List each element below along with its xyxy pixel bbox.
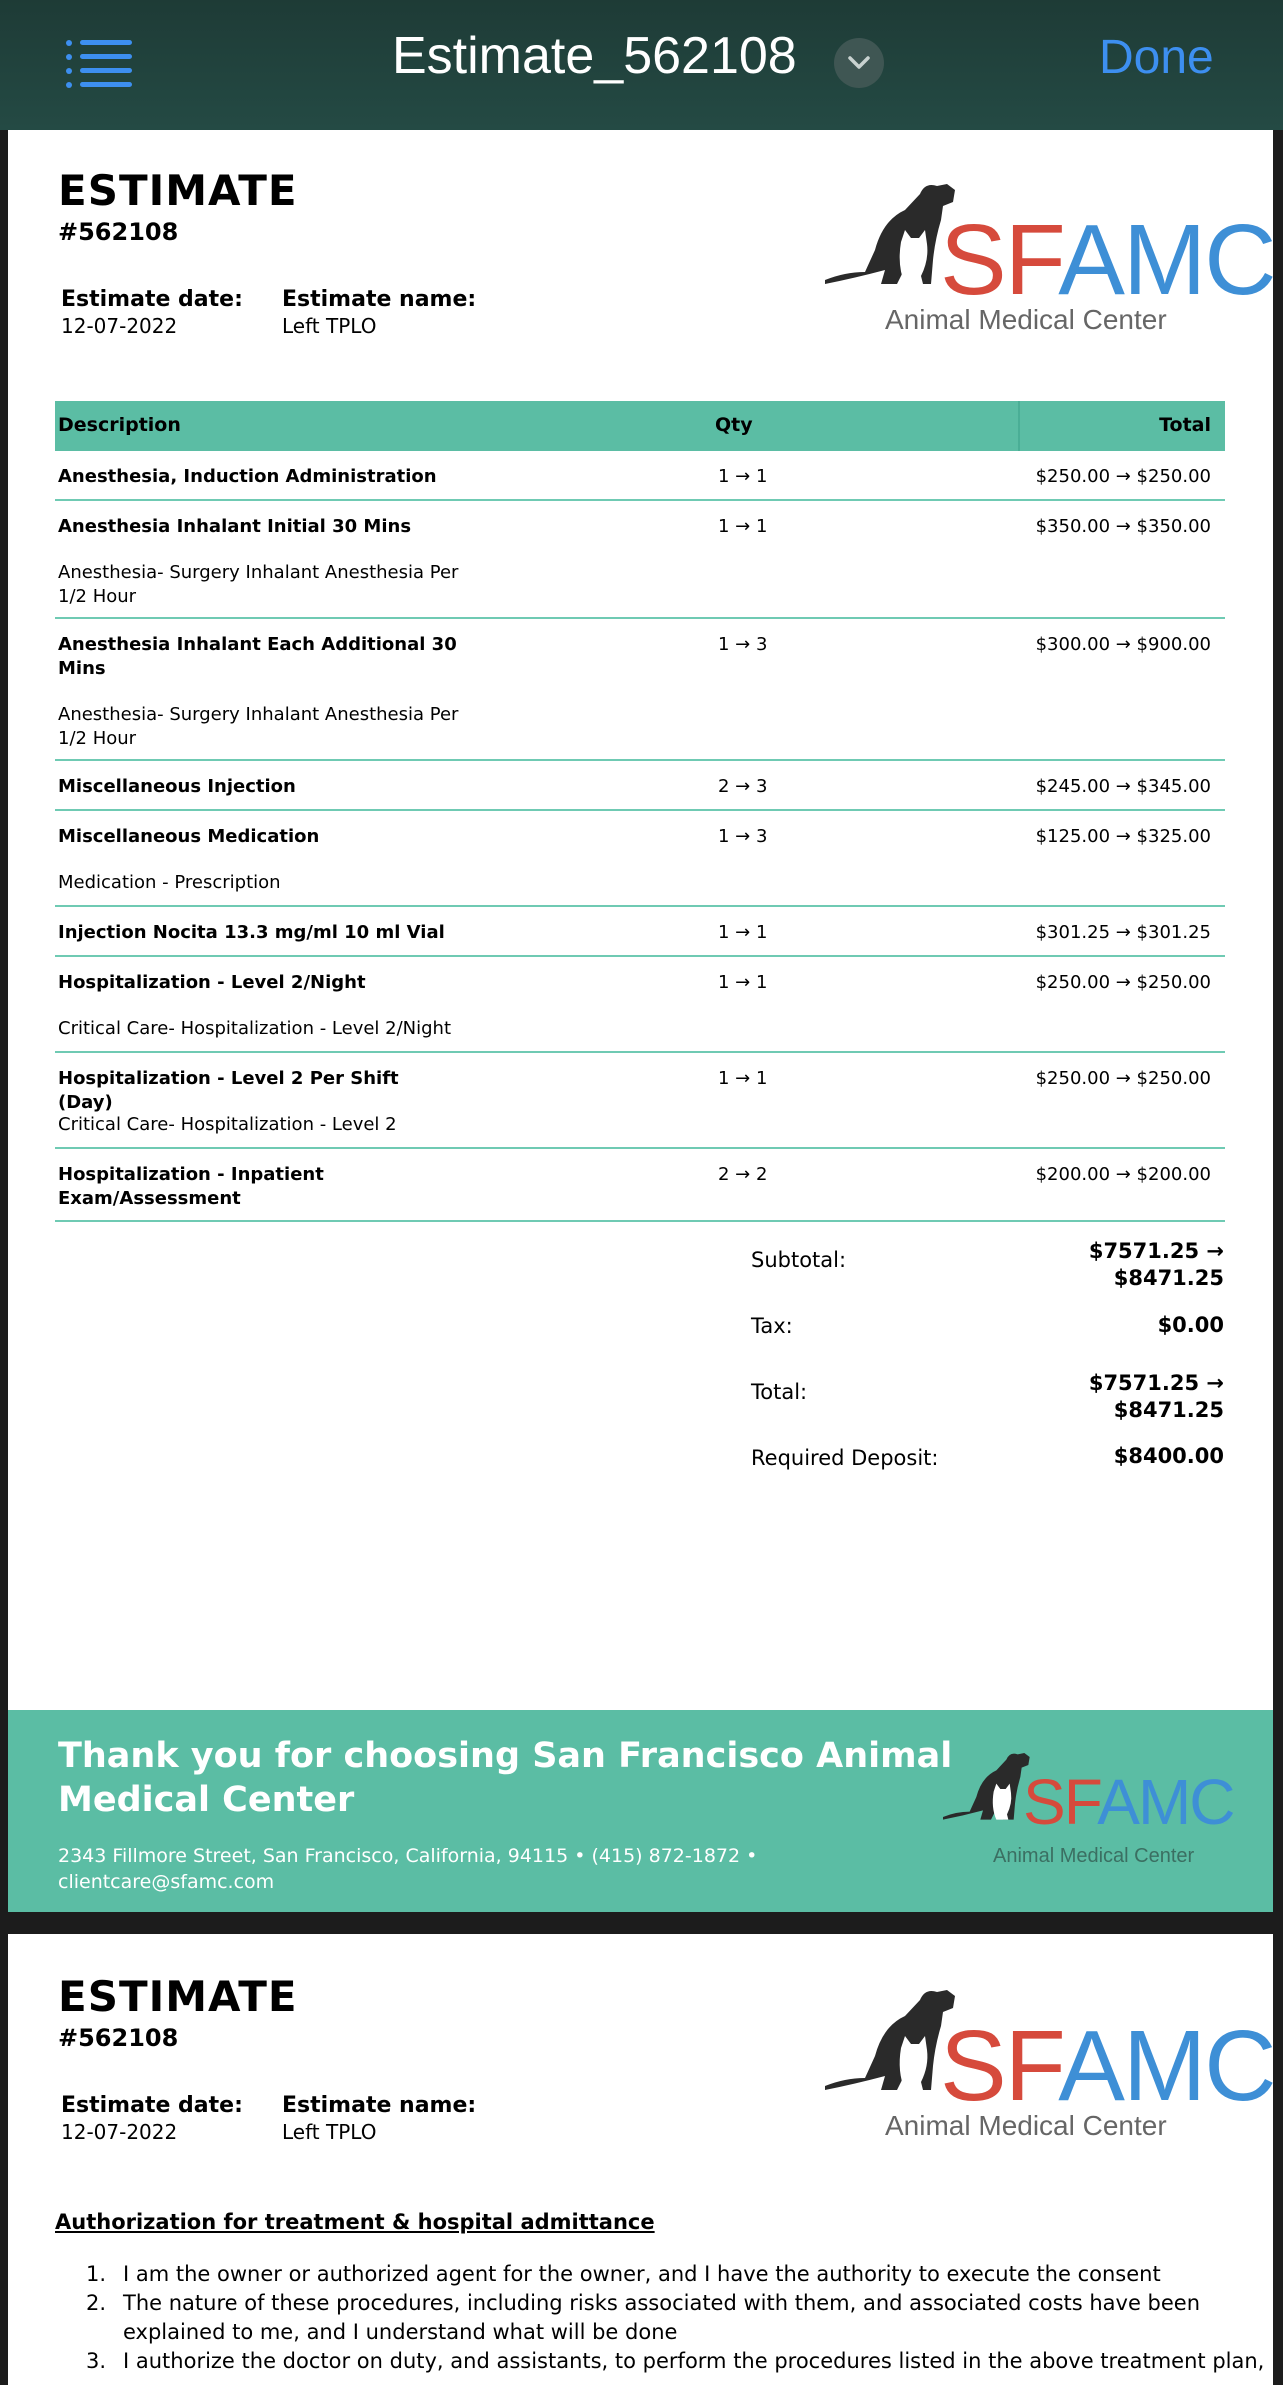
chevron-down-icon[interactable]: [834, 38, 884, 88]
item-subtext: Medication - Prescription: [58, 872, 281, 893]
estimate-number: #562108: [58, 218, 179, 246]
estimate-name-label: Estimate name:: [282, 287, 477, 312]
estimate-table: [55, 401, 1225, 1222]
document-title[interactable]: Estimate_562108: [392, 27, 797, 85]
column-header-qty: Qty: [715, 414, 753, 436]
item-name: Anesthesia Inhalant Initial 30 Mins: [58, 516, 412, 537]
item-total: $300.00 → $900.00: [1035, 634, 1211, 655]
estimate-date-label: Estimate date:: [61, 287, 243, 312]
item-qty: 2 → 2: [718, 1164, 768, 1185]
item-name: Anesthesia, Induction Administration: [58, 466, 437, 487]
item-qty: 1 → 3: [718, 634, 768, 655]
authorization-title: Authorization for treatment & hospital admittance: [55, 2210, 655, 2234]
estimate-name-label: Estimate name:: [282, 2093, 477, 2118]
list-item: 2. The nature of these procedures, including risks associated with them, and associated costs have been explained to me, and I understand what will be done: [86, 2291, 1201, 2344]
item-qty: 1 → 1: [718, 516, 768, 537]
item-subtext: Critical Care- Hospitalization - Level 2/Night: [58, 1018, 452, 1039]
item-name: Hospitalization - Level 2 Per Shift (Day): [58, 1068, 399, 1113]
done-button[interactable]: Done: [1099, 31, 1214, 84]
estimate-date-label: Estimate date:: [61, 2093, 243, 2118]
column-header-description: Description: [58, 414, 181, 436]
footer-thanks-text: Thank you for choosing San Francisco Animal Medical Center: [58, 1736, 953, 1820]
item-subtext: Critical Care- Hospitalization - Level 2: [58, 1114, 397, 1135]
item-name: Hospitalization - Inpatient Exam/Assessment: [58, 1164, 324, 1209]
table-row: [55, 1149, 1225, 1222]
logo-brand-text: SFAMC: [940, 2010, 1275, 2122]
estimate-name-value: Left TPLO: [282, 2120, 377, 2144]
item-total: $250.00 → $250.00: [1035, 466, 1211, 487]
item-qty: 2 → 3: [718, 776, 768, 797]
tax-label: Tax:: [751, 1314, 793, 1338]
item-subtext: Anesthesia- Surgery Inhalant Anesthesia Per 1/2 Hour: [58, 704, 459, 749]
item-total: $245.00 → $345.00: [1035, 776, 1211, 797]
item-total: $200.00 → $200.00: [1035, 1164, 1211, 1185]
item-qty: 1 → 1: [718, 972, 768, 993]
estimate-page-1: [8, 130, 1273, 1912]
total-value: $7571.25 → $8471.25: [1088, 1371, 1224, 1422]
item-subtext: Anesthesia- Surgery Inhalant Anesthesia Per 1/2 Hour: [58, 562, 459, 607]
estimate-heading: ESTIMATE: [58, 1972, 298, 2021]
item-total: $125.00 → $325.00: [1035, 826, 1211, 847]
logo-brand-text: SFAMC: [1023, 1766, 1234, 1838]
logo-tagline: Animal Medical Center: [993, 1845, 1195, 1867]
estimate-heading: ESTIMATE: [58, 166, 298, 215]
subtotal-label: Subtotal:: [751, 1248, 847, 1272]
item-qty: 1 → 1: [718, 466, 768, 487]
top-toolbar: [0, 0, 1283, 130]
sfamc-logo: [825, 180, 1275, 360]
item-qty: 1 → 3: [718, 826, 768, 847]
table-row: [55, 957, 1225, 1053]
estimate-date-value: 12-07-2022: [61, 314, 178, 338]
column-header-total: Total: [1159, 414, 1211, 436]
item-name: Hospitalization - Level 2/Night: [58, 972, 366, 993]
estimate-name-value: Left TPLO: [282, 314, 377, 338]
item-name: Anesthesia Inhalant Each Additional 30 Mins: [58, 634, 457, 679]
item-qty: 1 → 1: [718, 1068, 768, 1089]
table-row: [55, 501, 1225, 619]
table-row: [55, 619, 1225, 761]
item-qty: 1 → 1: [718, 922, 768, 943]
estimate-number: #562108: [58, 2024, 179, 2052]
footer-address: 2343 Fillmore Street, San Francisco, California, 94115 • (415) 872-1872 • clientcare@sfamc.com: [58, 1845, 758, 1893]
subtotal-value: $7571.25 → $8471.25: [1088, 1239, 1224, 1290]
tax-value: $0.00: [1157, 1313, 1224, 1337]
list-item: 1. I am the owner or authorized agent for the owner, and I have the authority to execute the consent: [86, 2262, 1161, 2286]
logo-tagline: Animal Medical Center: [885, 304, 1167, 335]
table-row: [55, 451, 1225, 501]
footer-sfamc-logo: [943, 1750, 1243, 1870]
list-item: 3. I authorize the doctor on duty, and assistants, to perform the procedures listed in the above treatment plan,: [86, 2349, 1265, 2373]
estimate-page-2: [8, 1934, 1273, 2385]
item-total: $250.00 → $250.00: [1035, 972, 1211, 993]
thank-you-footer: [8, 1710, 1273, 1912]
item-total: $350.00 → $350.00: [1035, 516, 1211, 537]
item-total: $301.25 → $301.25: [1035, 922, 1211, 943]
logo-tagline: Animal Medical Center: [885, 2110, 1167, 2141]
table-header: [55, 401, 1225, 451]
total-label: Total:: [751, 1380, 808, 1404]
required-deposit-label: Required Deposit:: [751, 1446, 939, 1470]
logo-brand-text: SFAMC: [940, 204, 1275, 316]
sfamc-logo: [825, 1986, 1275, 2166]
item-name: Miscellaneous Medication: [58, 826, 320, 847]
table-row: [55, 907, 1225, 957]
estimate-date-value: 12-07-2022: [61, 2120, 178, 2144]
table-row: [55, 811, 1225, 907]
item-name: Injection Nocita 13.3 mg/ml 10 ml Vial: [58, 922, 445, 943]
list-menu-icon[interactable]: [66, 40, 132, 88]
table-row: [55, 1053, 1225, 1149]
required-deposit-value: $8400.00: [1113, 1444, 1224, 1468]
authorization-list: [73, 2260, 1273, 2376]
item-total: $250.00 → $250.00: [1035, 1068, 1211, 1089]
item-name: Miscellaneous Injection: [58, 776, 296, 797]
table-row: [55, 761, 1225, 811]
